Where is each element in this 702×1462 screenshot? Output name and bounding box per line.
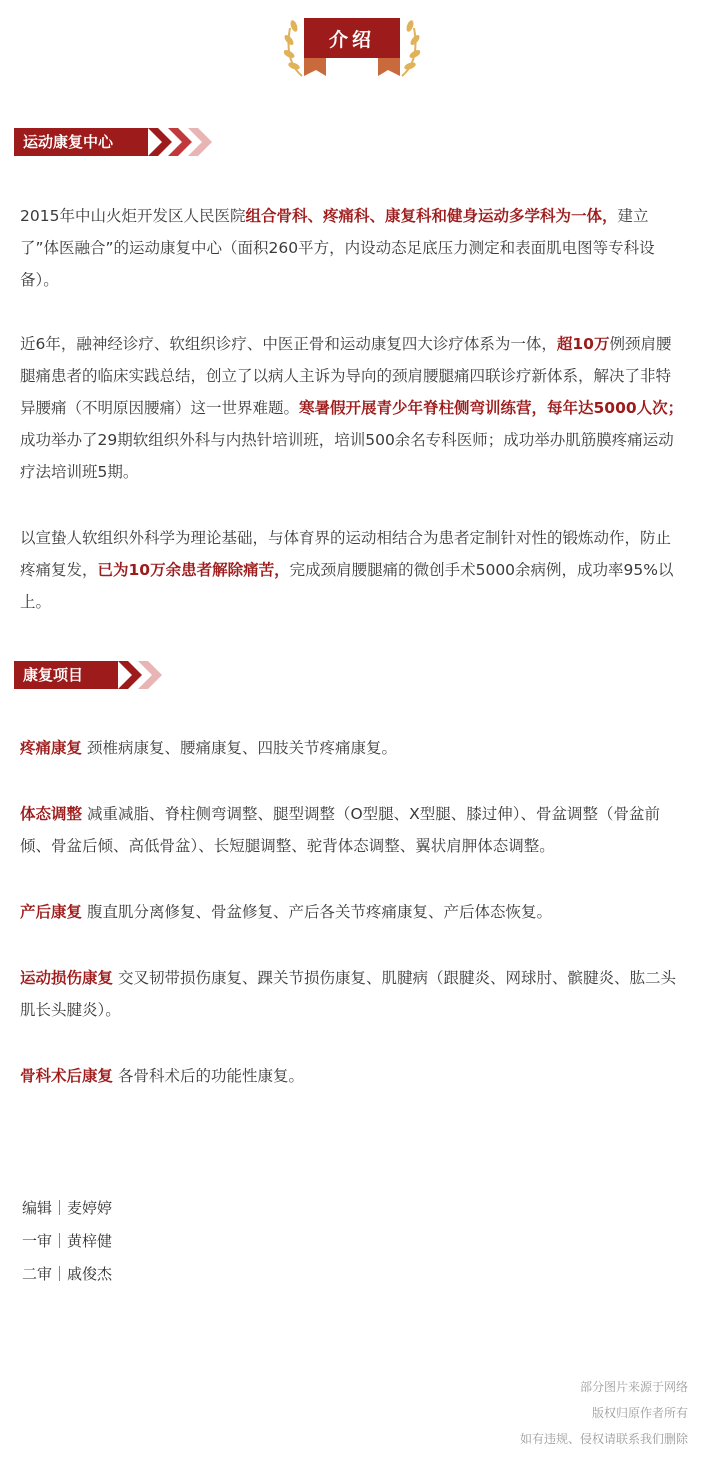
credit-review-1: 一审｜黄梓健	[22, 1232, 113, 1250]
project-item	[20, 962, 684, 1026]
ribbon-tail	[304, 58, 400, 76]
paragraph-history	[20, 328, 684, 488]
highlight-text: 组合骨科、疼痛科、康复科和健身运动多学科为一体，	[245, 207, 618, 225]
credit-review-2: 二审｜戚俊杰	[22, 1265, 113, 1283]
project-item	[20, 732, 684, 764]
credit-editor: 编辑｜麦婷婷	[22, 1199, 113, 1217]
project-title: 运动损伤康复	[20, 969, 114, 987]
highlight-text: 已为10万余患者解除痛苦，	[97, 561, 290, 579]
project-item	[20, 896, 684, 928]
title-badge	[284, 10, 420, 80]
text-span: 成功举办了29期软组织外科与内热针培训班，培训500余名专科医师；成功举办肌筋膜疼痛运动疗法培训班5期。	[20, 431, 674, 481]
project-desc: 腹直肌分离修复、骨盆修复、产后各关节疼痛康复、产后体态恢复。	[82, 903, 552, 921]
text-span: 例颈肩腰腿痛患者的临床实践总结，创立了以病人主诉为导向的颈肩腰腿痛四联诊疗新体系，解决了非特异腰痛（不明原因腰痛）这一世界难题。	[20, 335, 672, 417]
chevron-right-icon	[138, 661, 162, 689]
text-span: 完成颈肩腰腿痛的微创手术5000余病例，成功率95%以上。	[20, 561, 674, 611]
project-item	[20, 798, 684, 862]
project-title: 体态调整	[20, 805, 83, 823]
text-span: 建立了”体医融合”的运动康复中心（面积260平方，内设动态足底压力测定和表面肌电图等专科设备）。	[20, 207, 655, 289]
chevron-right-icon	[188, 128, 212, 156]
paragraph-intro	[20, 200, 684, 296]
section-heading-projects	[14, 661, 174, 689]
footer-line: 部分图片来源于网络	[579, 1380, 688, 1394]
project-item	[20, 1060, 684, 1092]
laurel-right-icon	[398, 14, 420, 78]
page-title: 介绍	[304, 18, 400, 58]
copyright-footer	[520, 1374, 688, 1452]
project-title: 疼痛康复	[20, 739, 83, 757]
project-title: 骨科术后康复	[20, 1067, 114, 1085]
footer-line: 版权归原作者所有	[591, 1406, 688, 1420]
highlight-text: 超10万	[556, 335, 610, 353]
text-span: 以宣蛰人软组织外科学为理论基础，与体育界的运动相结合为患者定制针对性的锻炼动作，防止疼痛复发，	[20, 529, 672, 579]
section-heading-label: 运动康复中心	[14, 128, 148, 156]
highlight-text: 寒暑假开展青少年脊柱侧弯训练营，每年达5000人次；	[299, 399, 684, 417]
section-heading-label: 康复项目	[14, 661, 118, 689]
paragraph-theory	[20, 522, 684, 618]
footer-line: 如有违规、侵权请联系我们删除	[519, 1432, 688, 1446]
laurel-left-icon	[284, 14, 306, 78]
project-desc: 颈椎病康复、腰痛康复、四肢关节疼痛康复。	[82, 739, 397, 757]
project-desc: 各骨科术后的功能性康复。	[113, 1067, 304, 1085]
text-span: 2015年中山火炬开发区人民医院	[20, 207, 246, 225]
text-span: 近6年，融神经诊疗、软组织诊疗、中医正骨和运动康复四大诊疗体系为一体，	[20, 335, 557, 353]
project-desc: 交叉韧带损伤康复、踝关节损伤康复、肌腱病（跟腱炎、网球肘、髌腱炎、肱二头肌长头腱炎）。	[20, 969, 676, 1019]
project-title: 产后康复	[20, 903, 83, 921]
project-desc: 减重减脂、脊柱侧弯调整、腿型调整（O型腿、X型腿、膝过伸）、骨盆调整（骨盆前倾、骨盆后倾、高低骨盆）、长短腿调整、驼背体态调整、翼状肩胛体态调整。	[20, 805, 661, 855]
credits	[22, 1192, 112, 1291]
section-heading-center	[14, 128, 204, 156]
